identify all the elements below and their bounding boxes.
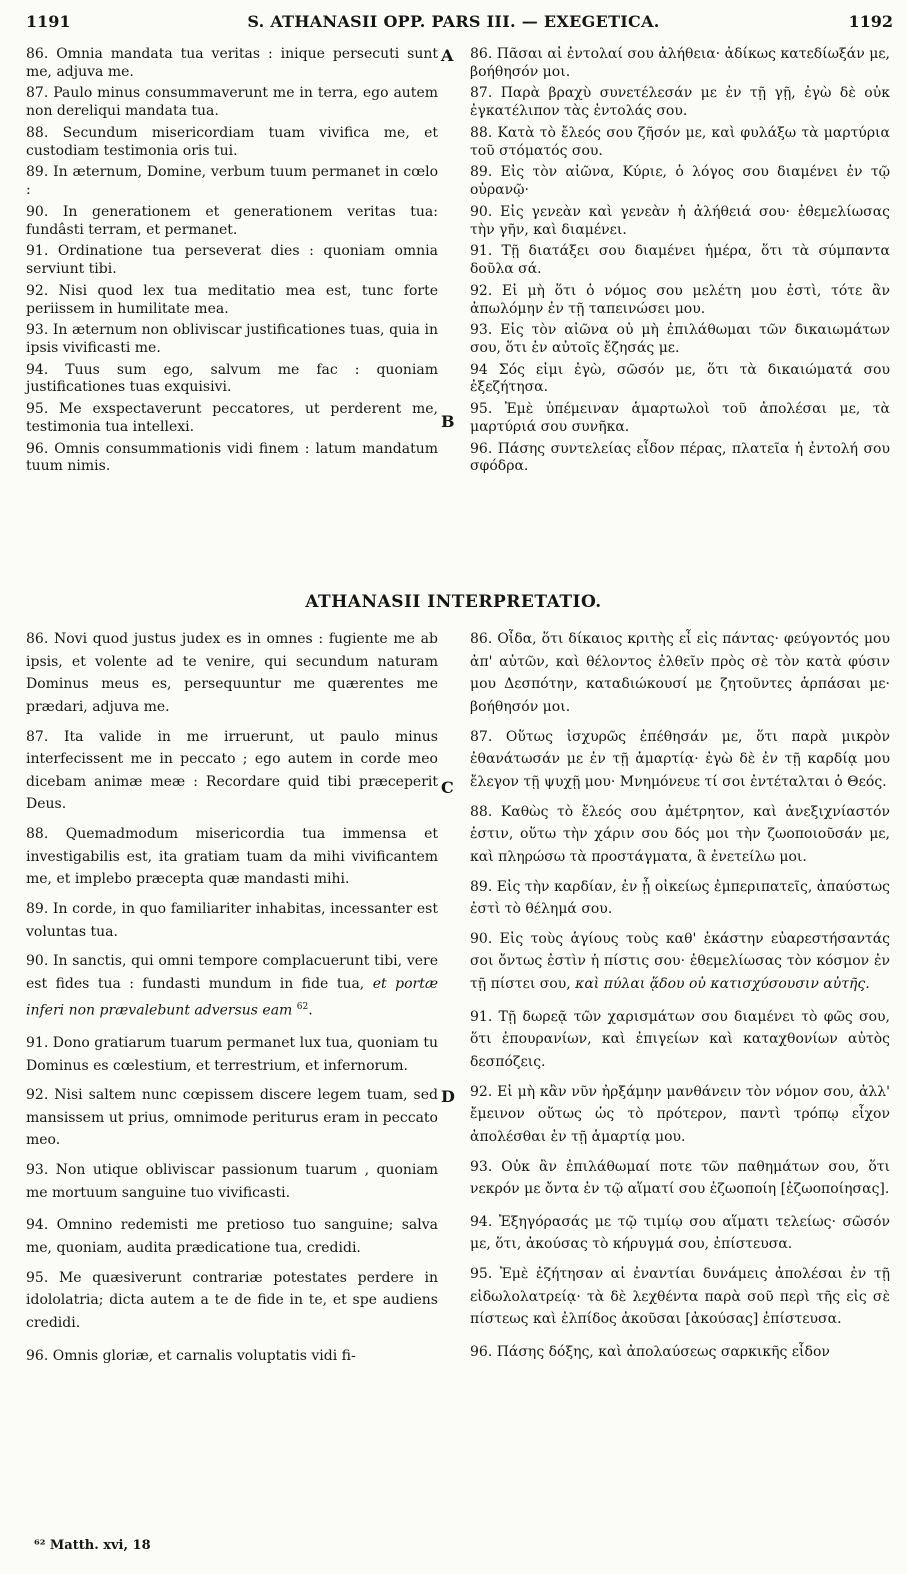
interp-greek-88: 88. Καθὼς τὸ ἔλεός σου ἀμέτρητον, καὶ ἀνεξιχνίαστόν ἐστιν, οὕτω τὴν χάριν σου δός μοι τὴν ζωοποιοῦσάν με, καὶ πληρώσω τὰ προστάγματα, ἃ ἐνετείλω μοι. [470, 803, 890, 865]
interp-latin-90-italic: et portæ inferi non prævalebunt adversus eam [26, 976, 439, 1019]
greek-verse-90: 90. Εἰς γενεὰν καὶ γενεὰν ἡ ἀλήθειά σου· ἐθεμελίωσας τὴν γῆν, καὶ διαμένει. [470, 203, 890, 238]
interp-latin-90-text: 90. In sanctis, qui omni tempore complacuerunt tibi, vere est fides tua : fundasti mundum in fide tua, [26, 953, 438, 993]
latin-verse-94: 94. Tuus sum ego, salvum me fac : quoniam justificationes tuas exquisivi. [26, 361, 438, 396]
greek-interpretation-column [470, 628, 890, 1371]
latin-interpretation-column [26, 628, 438, 1374]
greek-verse-86: 86. Πᾶσαι αἱ ἐντολαί σου ἀλήθεια· ἀδίκως κατεδίωξάν με, βοήθησόν μοι. [470, 46, 890, 80]
interp-greek-87: 87. Οὕτως ἰσχυρῶς ἐπέθησάν με, ὅτι παρὰ μικρὸν ἐθανάτωσάν με ἐν τῇ ἁμαρτίᾳ· ἐγὼ δὲ ἐν τῇ καρδίᾳ μου ἔλεγον τῇ ψυχῇ μου· Μνημόνευε τί σοι ἐντέταλται ὁ Θεός. [470, 728, 890, 790]
margin-letter-b: B [441, 412, 455, 431]
interp-greek-96: 96. Πάσης δόξης, καὶ ἀπολαύσεως σαρκικῆς εἶδον [470, 1343, 830, 1360]
interp-greek-86: 86. Οἶδα, ὅτι δίκαιος κριτὴς εἶ εἰς πάντας· φεύγοντός μου ἀπ' αὐτῶν, καὶ θέλοντος ἐλθεῖν πρὸς σὲ τὸν κατὰ φύσιν μου Δεσπότην, καταδιώκουσί με ζητοῦντες ἁρπάσαι με· βοήθησόν μοι. [470, 631, 890, 715]
footnote: ⁶² Matth. xvi, 18 [34, 1538, 151, 1553]
latin-verse-86: 86. Omnia mandata tua veritas : inique persecuti sunt me, adjuva me. [26, 46, 438, 80]
interp-greek-95: 95. Ἐμὲ ἐζήτησαν αἱ ἐναντίαι δυνάμεις ἀπολέσαι ἐν τῇ εἰδωλολατρείᾳ· τὰ δὲ λεχθέντα παρὰ σοῦ περὶ τῆς εἰς σὲ πίστεως καὶ ἐλπίδος ἀκοῦσαι [ἀκούσας] ἐπίστευσα. [470, 1266, 890, 1328]
greek-verse-95: 95. Ἐμὲ ὑπέμειναν ἁμαρτωλοὶ τοῦ ἀπολέσαι με, τὰ μαρτύριά σου συνῆκα. [470, 401, 890, 435]
greek-psalm-column [470, 46, 890, 480]
latin-verse-96: 96. Omnis consummationis vidi finem : latum mandatum tuum nimis. [26, 440, 438, 475]
latin-verse-89: 89. In æternum, Domine, verbum tuum permanet in cœlo : [26, 164, 438, 199]
interp-latin-95: 95. Me quæsiverunt contrariæ potestates perdere in idololatria; dicta autem a te de fide in te, et spe audiens credidi. [26, 1269, 438, 1331]
greek-verse-94: 94 Σός εἰμι ἐγὼ, σῶσόν με, ὅτι τὰ δικαιώματά σου ἐξεζήτησα. [470, 361, 890, 396]
margin-letter-c: C [441, 778, 454, 797]
greek-verse-91: 91. Τῇ διατάξει σου διαμένει ἡμέρα, ὅτι τὰ σύμπαντα δοῦλα σά. [470, 243, 890, 278]
latin-verse-87: 87. Paulo minus consummaverunt me in terra, ego autem non dereliqui mandata tua. [26, 85, 438, 120]
interp-latin-87: 87. Ita valide in me irruerunt, ut paulo minus interfecissent me in peccato ; ego autem in corde meo dicebam animæ meæ : Recordare quid tibi præceperit Deus. [26, 728, 438, 813]
greek-verse-96: 96. Πάσης συντελείας εἶδον πέρας, πλατεῖα ἡ ἐντολή σου σφόδρα. [470, 440, 890, 475]
footnote-reference: 62 [296, 1001, 309, 1012]
interp-greek-90-text: 90. Εἰς τοὺς ἁγίους τοὺς καθ' ἑκάστην εὐαρεστήσαντάς σοι ὄντως ἐστὶν ἡ πίστις σου· ἐθεμελίωσας τὸν κόσμον ἐν τῇ πίστει σου, [470, 930, 890, 993]
interp-greek-94: 94. Ἐξηγόρασάς με τῷ τιμίῳ σου αἵματι τελείως· σῶσόν με, ὅτι, ἀκούσας τὸ κήρυγμά σου, ἐπίστευσα. [470, 1213, 890, 1253]
interp-greek-93: 93. Οὐκ ἂν ἐπιλάθωμαί ποτε τῶν παθημάτων σου, ὅτι νεκρόν με ὄντα ἐν τῷ αἵματί σου ἐζωοποίη [ἐζωοποίησας]. [470, 1158, 890, 1198]
greek-verse-93: 93. Εἰς τὸν αἰῶνα οὐ μὴ ἐπιλάθωμαι τῶν δικαιωμάτων σου, ὅτι ἐν αὐτοῖς ἔζησάς με. [470, 322, 890, 356]
latin-verse-88: 88. Secundum misericordiam tuam vivifica me, et custodiam testimonia oris tui. [26, 124, 438, 159]
latin-verse-92: 92. Nisi quod lex tua meditatio mea est, tunc forte periissem in humilitate mea. [26, 282, 438, 317]
running-title: S. ATHANASII OPP. PARS III. — EXEGETICA. [247, 12, 660, 31]
greek-verse-87: 87. Παρὰ βραχὺ συνετέλεσάν με ἐν τῇ γῇ, ἐγὼ δὲ οὐκ ἐγκατέλιπον τὰς ἐντολάς σου. [470, 85, 890, 120]
greek-verse-92: 92. Εἰ μὴ ὅτι ὁ νόμος σου μελέτη μου ἐστὶ, τότε ἂν ἀπωλόμην ἐν τῇ ταπεινώσει μου. [470, 282, 890, 317]
interp-latin-93: 93. Non utique obliviscar passionum tuarum , quoniam me mortuum sanguine tuo vivificasti. [26, 1162, 438, 1201]
interp-greek-89: 89. Εἰς τὴν καρδίαν, ἐν ᾗ οἰκείως ἐμπεριπατεῖς, ἀπαύστως ἐστὶ τὸ θέλημά σου. [470, 878, 890, 918]
section-heading: ATHANASII INTERPRETATIO. [305, 592, 602, 612]
interp-latin-91: 91. Dono gratiarum tuarum permanet lux tua, quoniam tu Dominus es cœlestium, et terrestrium, et infernorum. [26, 1034, 438, 1074]
interp-latin-89: 89. In corde, in quo familiariter inhabitas, incessanter est voluntas tua. [26, 901, 438, 940]
right-page-number: 1192 [848, 12, 893, 31]
interp-latin-86: 86. Novi quod justus judex es in omnes : fugiente me ab ipsis, et volente ad te venire, qui secundum naturam Dominus meus es, persequuntur me quærentes me prædari, adjuva me. [26, 631, 438, 715]
latin-psalm-column [26, 46, 438, 480]
interp-greek-90-italic: καὶ πύλαι ᾅδου οὐ κατισχύσουσιν αὐτῆς. [575, 976, 870, 993]
left-page-number: 1191 [26, 12, 71, 31]
latin-verse-91: 91. Ordinatione tua perseverat dies : quoniam omnia serviunt tibi. [26, 243, 438, 278]
greek-verse-89: 89. Εἰς τὸν αἰῶνα, Κύριε, ὁ λόγος σου διαμένει ἐν τῷ οὐρανῷ· [470, 164, 890, 199]
interp-greek-91: 91. Τῇ δωρεᾷ τῶν χαρισμάτων σου διαμένει τὸ φῶς σου, ὅτι ἐπουρανίων, καὶ ἐπιγείων καὶ καταχθονίων αὐτὸς δεσπόζεις. [470, 1008, 890, 1070]
interp-latin-96: 96. Omnis gloriæ, et carnalis voluptatis vidi fi- [26, 1347, 356, 1364]
page-header [0, 12, 907, 36]
interp-latin-92: 92. Nisi saltem nunc cœpissem discere legem tuam, sed mansissem ut prius, omnimode periturus eram in peccato meo. [26, 1087, 438, 1149]
interp-latin-94: 94. Omnino redemisti me pretioso tuo sanguine; salva me, quoniam, audita prædicatione tua, credidi. [26, 1217, 438, 1257]
latin-verse-93: 93. In æternum non obliviscar justificationes tuas, quia in ipsis vivificasti me. [26, 322, 438, 356]
greek-verse-88: 88. Κατὰ τὸ ἔλεός σου ζῆσόν με, καὶ φυλάξω τὰ μαρτύρια τοῦ στόματός σου. [470, 124, 890, 159]
latin-verse-90: 90. In generationem et generationem veritas tua: fundâsti terram, et permanet. [26, 203, 438, 238]
interp-latin-88: 88. Quemadmodum misericordia tua immensa et investigabilis est, ita gratiam tuam da mihi vivificantem me, et implebo præcepta quæ mandasti mihi. [26, 826, 438, 888]
latin-verse-95: 95. Me exspectaverunt peccatores, ut perderent me, testimonia tua intellexi. [26, 401, 438, 435]
margin-letter-a: A [441, 46, 454, 65]
interp-greek-90 [470, 928, 890, 996]
interp-greek-92: 92. Εἰ μὴ κἂν νῦν ἠρξάμην μανθάνειν τὸν νόμον σου, ἀλλ' ἔμεινον οὕτως ὡς τὸ πρότερον, παντὶ τρόπῳ εἶχον ἀπολέσθαι ἐν τῇ ἁμαρτίᾳ μου. [470, 1083, 890, 1145]
interp-latin-90: 90. In sanctis, qui omni tempore complacuerunt tibi, vere est fides tua : fundasti mundum in fide tua, et portæ inferi non prævalebunt adversus eam $^{62}$. [26, 953, 439, 1019]
margin-letter-d: D [441, 1087, 455, 1106]
